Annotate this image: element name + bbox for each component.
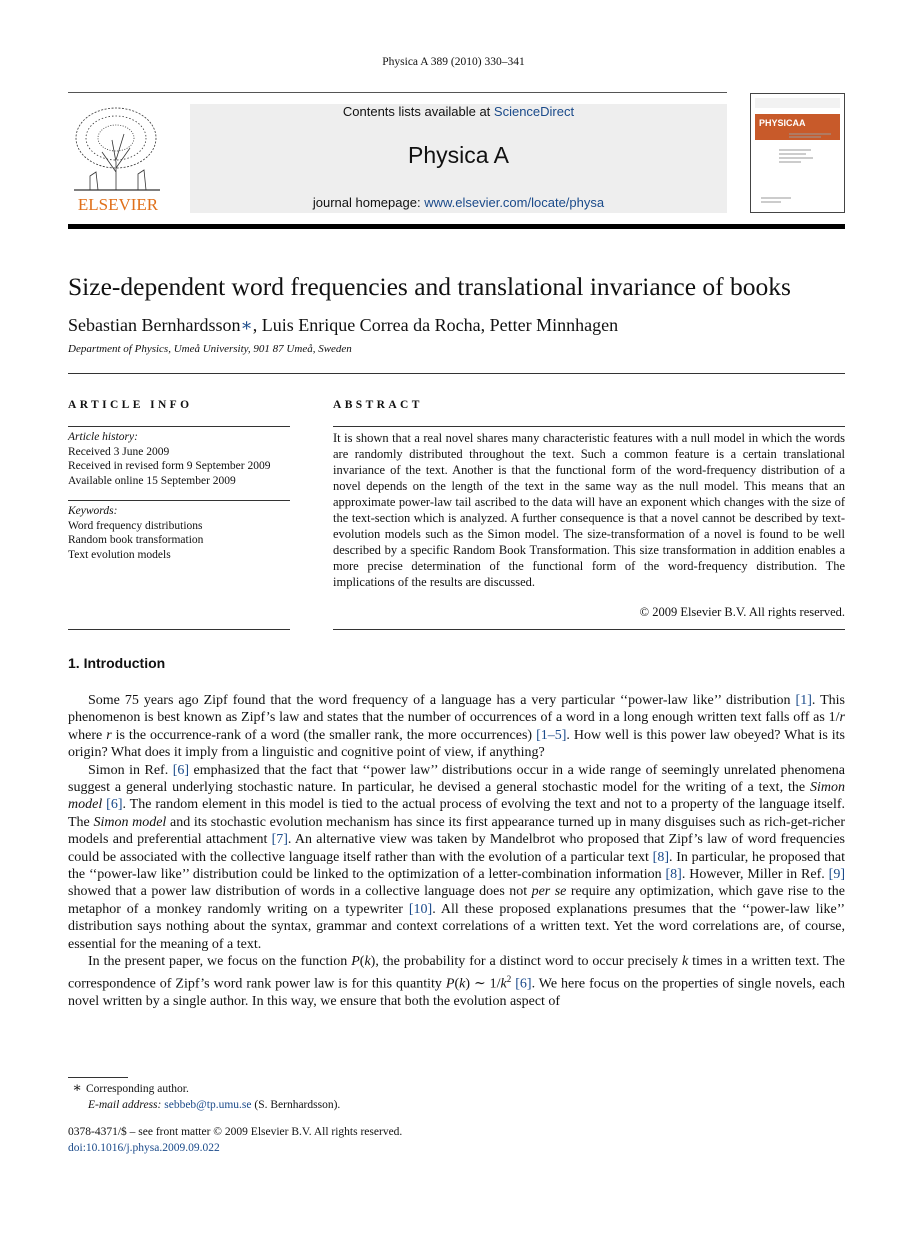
keyword-item: Word frequency distributions bbox=[68, 519, 203, 532]
first-author: Sebastian Bernhardsson bbox=[68, 315, 241, 335]
math-var: P bbox=[445, 976, 455, 992]
cover-letter: A bbox=[799, 118, 806, 128]
math-var: k bbox=[364, 954, 371, 970]
article-history bbox=[68, 430, 290, 488]
history-revised: Received in revised form 9 September 2009 bbox=[68, 460, 271, 472]
text-run: . An alternative view was taken by Mandelbrot who proposed that Zipf’s law of word frequencies could be associated with the collective language itself rather than with the evolution of a particular text bbox=[68, 832, 845, 865]
contents-prefix: Contents lists available at bbox=[342, 104, 494, 119]
text-run: . We here focus on the properties of single novels, each novel written by a single author. In this way, we ensure that both the evolution aspect of bbox=[68, 976, 845, 1009]
text-run: emphasized that the fact that ‘‘power law’’ distributions occur in a wide range of seemingly unrelated phenomena suggest a general underlying stochastic nature. In particular, he devised a general stochastic model for the writing of a text, the bbox=[68, 762, 845, 796]
journal-homepage-link[interactable]: www.elsevier.com/locate/physa bbox=[424, 195, 605, 210]
email-link[interactable]: sebbeb@tp.umu.se bbox=[164, 1099, 252, 1111]
abstract-bottom-rule bbox=[333, 629, 845, 630]
publisher-wordmark: ELSEVIER bbox=[77, 195, 159, 214]
emphasis: per se bbox=[531, 884, 567, 900]
emphasis: Simon model bbox=[68, 780, 845, 813]
keywords-label: Keywords: bbox=[68, 505, 118, 517]
text-run: . In particular, he proposed that the ‘‘power-law like’’ distribution could be linked to the optimization of a letter-combination information bbox=[68, 849, 845, 883]
keywords-rule bbox=[68, 500, 290, 501]
text-run: ( bbox=[454, 976, 460, 992]
article-info-heading: ARTICLE INFO bbox=[68, 399, 193, 411]
keywords-block bbox=[68, 504, 290, 562]
doi-line bbox=[68, 1140, 220, 1156]
section-heading: 1. Introduction bbox=[68, 655, 166, 671]
math-var: r bbox=[839, 710, 845, 726]
reference-link[interactable]: [1–5] bbox=[536, 727, 567, 743]
reference-link[interactable]: [10] bbox=[408, 901, 433, 917]
math-var: P bbox=[351, 954, 360, 970]
footnote-corresponding bbox=[68, 1081, 189, 1097]
footnote-email bbox=[88, 1097, 340, 1113]
history-label: Article history: bbox=[68, 431, 138, 443]
history-received: Received 3 June 2009 bbox=[68, 445, 170, 458]
affiliation: Department of Physics, Umeå University, 901 87 Umeå, Sweden bbox=[68, 343, 352, 355]
contents-line bbox=[190, 104, 727, 119]
cover-title: PHYSICA bbox=[759, 118, 800, 128]
corresponding-author-marker[interactable]: ∗ bbox=[240, 315, 253, 335]
math-var: k bbox=[500, 976, 507, 992]
reference-link[interactable]: [6] bbox=[515, 976, 532, 992]
reference-link[interactable]: [1] bbox=[795, 693, 812, 708]
reference-link[interactable]: [6] bbox=[106, 797, 123, 813]
abstract-copyright: © 2009 Elsevier B.V. All rights reserved. bbox=[639, 605, 845, 619]
text-run: Simon in Ref. bbox=[88, 762, 173, 778]
text-run: . All these proposed explanations presumes that the ‘‘power-law like’’ distribution says nothing about the syntax, grammar and context correlations of a written text. Yet the word correlations are, of course, essential for the meaning of a text. bbox=[68, 901, 845, 952]
doi-link[interactable]: doi:10.1016/j.physa.2009.09.022 bbox=[68, 1142, 220, 1154]
text-run: Some 75 years ago Zipf found that the word frequency of a language has a very particular ‘‘power-law like’’ distribution bbox=[88, 693, 796, 708]
reference-link[interactable]: [8] bbox=[665, 867, 682, 883]
text-run: showed that a power law distribution of words in a collective language does not bbox=[68, 884, 532, 900]
journal-banner bbox=[190, 104, 727, 213]
journal-cover-thumbnail bbox=[750, 93, 845, 213]
reference-link[interactable]: [7] bbox=[271, 832, 288, 848]
issn-line: 0378-4371/$ – see front matter © 2009 Elsevier B.V. All rights reserved. bbox=[68, 1126, 403, 1138]
tree-emblem-icon bbox=[68, 102, 168, 214]
text-run: where bbox=[68, 727, 107, 743]
title-rule bbox=[68, 373, 845, 374]
exponent: 2 bbox=[506, 973, 512, 984]
text-run: . This phenomenon is best known as Zipf’s law and states that the number of occurrences of a word in a long enough written text falls off as 1/ bbox=[68, 693, 846, 726]
paragraph bbox=[68, 692, 845, 762]
journal-citation: Physica A 389 (2010) 330–341 bbox=[382, 56, 525, 68]
text-run: . However, Miller in Ref. bbox=[681, 867, 829, 883]
corresponding-label: Corresponding author. bbox=[86, 1083, 189, 1095]
homepage-prefix: journal homepage: bbox=[312, 195, 425, 210]
math-var: k bbox=[459, 976, 466, 992]
article-info-rule bbox=[68, 426, 290, 427]
keyword-item: Random book transformation bbox=[68, 534, 204, 546]
footnote-star: ∗ bbox=[72, 1081, 82, 1096]
co-authors: , Luis Enrique Correa da Rocha, Petter Minnhagen bbox=[252, 315, 619, 335]
math-var: r bbox=[106, 727, 112, 743]
email-label: E-mail address: bbox=[88, 1099, 165, 1111]
journal-title: Physica A bbox=[408, 142, 509, 168]
history-online: Available online 15 September 2009 bbox=[68, 474, 236, 487]
text-run: require any optimization, which gave rise to the metaphor of a monkey randomly writing on a typewriter bbox=[68, 884, 845, 917]
text-run: . How well is this power law obeyed? What is its origin? What does it imply from a linguistic and cognitive point of view, if anything? bbox=[68, 727, 845, 761]
text-run: and its stochastic evolution mechanism has since its first appearance turned up in many disguises such as rich-get-richer models and preferential attachment bbox=[68, 814, 846, 848]
paragraph bbox=[68, 762, 845, 953]
elsevier-logo bbox=[68, 102, 168, 214]
introduction-body bbox=[68, 692, 845, 1010]
reference-link[interactable]: [8] bbox=[652, 849, 669, 865]
article-title: Size-dependent word frequencies and translational invariance of books bbox=[68, 272, 791, 301]
header-thick-rule bbox=[68, 224, 845, 229]
text-run: In the present paper, we focus on the function bbox=[88, 954, 352, 970]
reference-link[interactable]: [6] bbox=[172, 762, 190, 778]
emphasis: Simon model bbox=[93, 814, 167, 830]
abstract-text: It is shown that a real novel shares many characteristic features with a null model in which the words are randomly distributed throughout the text. Such a common feature is a certain translational invariance of the text. Another is that the functional form of the word-frequency distribution of a novel depends on the length of the text in the same way as the null model. This means that an approximate power-law tail ascribed to the data will have an exponent which changes with the size of the text-section which is analyzed. A further consequence is that a novel cannot be described by text-evolution models such as the Simon model. The size-transformation of a novel is found to be well described by a specific Random Book Transformation. This size transformation in addition enables a more precise determination of the functional form of the word-frequency distribution. The implications of the results are discussed. bbox=[333, 431, 845, 589]
keyword-item: Text evolution models bbox=[68, 548, 171, 561]
header-rule bbox=[68, 92, 727, 93]
email-suffix: (S. Bernhardsson). bbox=[251, 1099, 341, 1111]
abstract-heading: ABSTRACT bbox=[333, 399, 423, 411]
math-var: k bbox=[681, 954, 689, 970]
footnote-rule bbox=[68, 1077, 128, 1078]
text-run: . The random element in this model is tied to the actual process of evolving the text and not to a property of the language itself. The bbox=[68, 797, 845, 830]
reference-link[interactable]: [9] bbox=[828, 867, 845, 883]
sciencedirect-link[interactable]: ScienceDirect bbox=[493, 104, 575, 119]
text-run: ), the probability for a distinct word to occur precisely bbox=[370, 954, 682, 970]
author-list bbox=[68, 315, 618, 336]
homepage-line bbox=[190, 195, 727, 210]
text-run: times in a written text. The correspondence of Zipf’s word rank power law is for this quantity bbox=[68, 954, 845, 992]
text-run: is the occurrence-rank of a word (the smaller rank, the more occurrences) bbox=[111, 727, 537, 743]
article-info-bottom-rule bbox=[68, 629, 290, 630]
cover-art-icon bbox=[751, 94, 844, 212]
abstract-rule bbox=[333, 426, 845, 427]
paragraph bbox=[68, 953, 845, 1010]
text-run: ) ∼ 1/ bbox=[465, 976, 501, 992]
text-run: ( bbox=[359, 954, 365, 970]
